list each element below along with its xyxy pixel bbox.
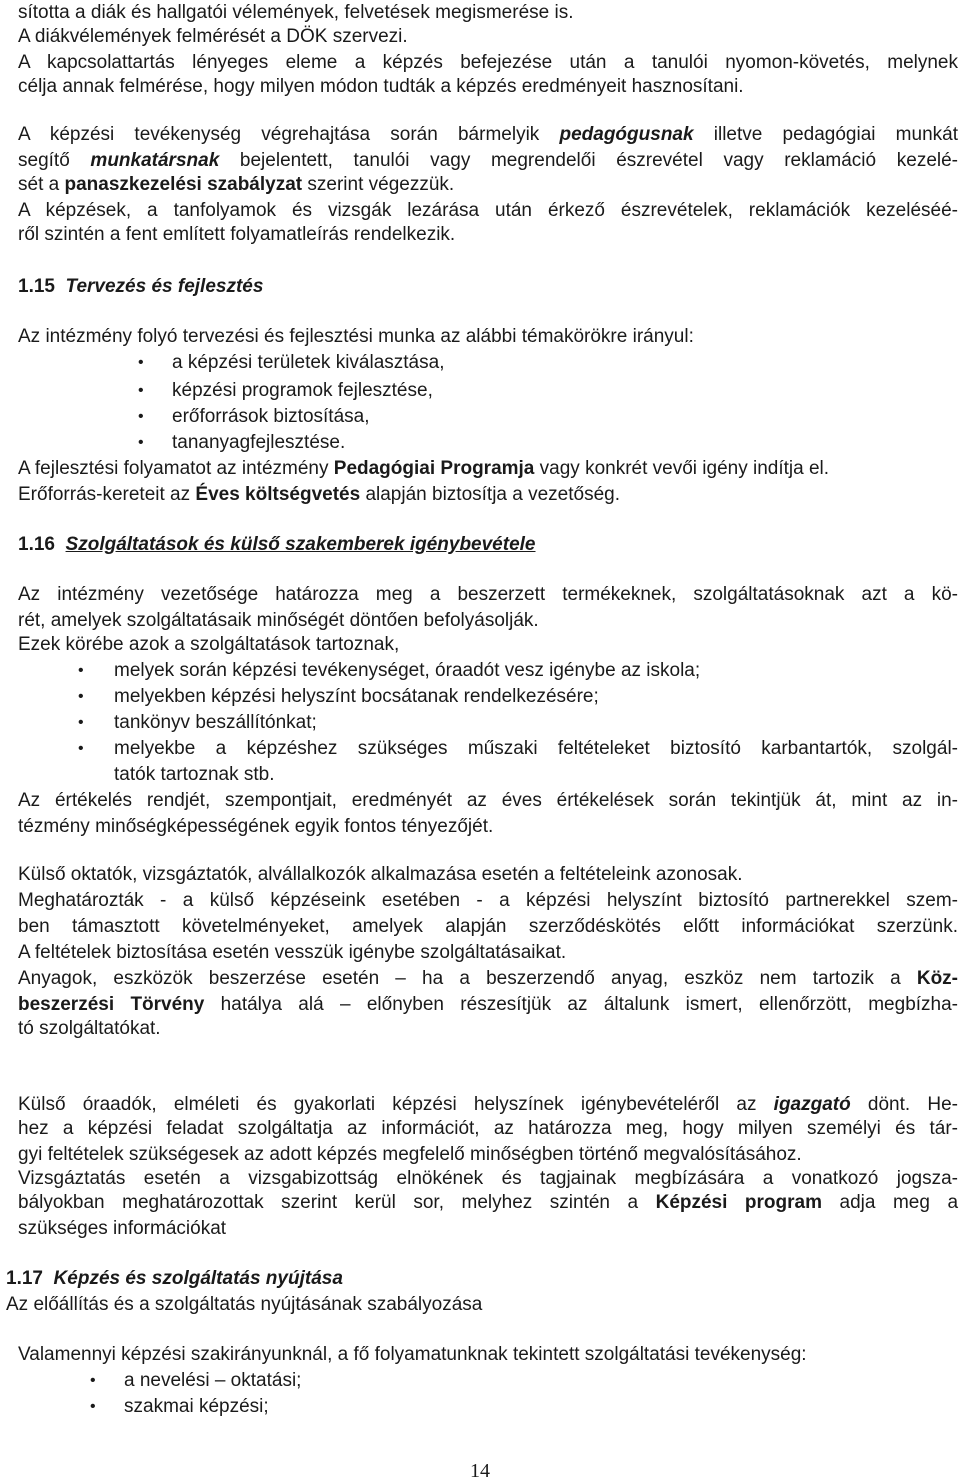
bullet-icon: • bbox=[138, 382, 144, 399]
bullet-icon: • bbox=[78, 714, 84, 731]
complaints-line: A képzések, a tanfolyamok és vizsgák lezárása után érkező észrevételek, reklamációk kezeléséé- bbox=[18, 200, 958, 221]
list-item: a képzési területek kiválasztása, bbox=[172, 352, 445, 373]
list-item: melyekben képzési helyszínt bocsátanak rendelkezésére; bbox=[114, 686, 599, 707]
bullet-icon: • bbox=[78, 740, 84, 757]
section-subtitle: Az előállítás és a szolgáltatás nyújtásának szabályozása bbox=[6, 1294, 483, 1315]
intro-line: sította a diák és hallgatói vélemények, felvetések megismerése is. bbox=[18, 2, 574, 23]
bullet-icon: • bbox=[90, 1372, 96, 1389]
body-line: Külső óraadók, elméleti és gyakorlati képzési helyszínek igénybevételéről az igazgató dönt. He- bbox=[18, 1094, 958, 1115]
body-line: Külső oktatók, vizsgáztatók, alvállalkozók alkalmazása esetén a feltételeink azonosak. bbox=[18, 864, 743, 885]
list-item: képzési programok fejlesztése, bbox=[172, 380, 433, 401]
body-line: A feltételek biztosítása esetén vesszük igénybe szolgáltatásaikat. bbox=[18, 942, 567, 963]
intro-line: célja annak felmérése, hogy milyen módon tudták a képzés eredményeit hasznosítani. bbox=[18, 76, 744, 97]
body-line: A fejlesztési folyamatot az intézmény Pedagógiai Programja vagy konkrét vevői igény indítja el. bbox=[18, 458, 830, 479]
intro-line: A diákvélemények felmérését a DÖK szervezi. bbox=[18, 26, 408, 47]
list-item: tananyagfejlesztése. bbox=[172, 432, 346, 453]
body-line: tó szolgáltatókat. bbox=[18, 1018, 161, 1039]
body-line: Vizsgáztatás esetén a vizsgabizottság elnökének és tagjainak megbízására a vonatkozó jogsza- bbox=[18, 1168, 958, 1189]
bullet-icon: • bbox=[138, 354, 144, 371]
complaints-line: A képzési tevékenység végrehajtása során bármelyik pedagógusnak illetve pedagógiai munkát bbox=[18, 124, 958, 145]
list-item-continuation: tatók tartoznak stb. bbox=[114, 764, 275, 785]
bullet-icon: • bbox=[138, 408, 144, 425]
body-line: gyi feltételek szükségesek az adott képzés megfelelő minőségben történő megvalósításához. bbox=[18, 1144, 802, 1165]
bullet-icon: • bbox=[138, 434, 144, 451]
section-intro: Az intézmény folyó tervezési és fejlesztési munka az alábbi témakörökre irányul: bbox=[18, 326, 694, 347]
bullet-icon: • bbox=[90, 1398, 96, 1415]
body-line: bályokban meghatározottak szerint kerül sor, melyhez szintén a Képzési program adja meg a bbox=[18, 1192, 959, 1213]
body-line: ben támasztott követelményeket, amelyek alapján szerződéskötés előtt információkat szerzünk. bbox=[18, 916, 958, 937]
list-item: tankönyv beszállítónkat; bbox=[114, 712, 317, 733]
body-line: Ezek körébe azok a szolgáltatások tartoznak, bbox=[18, 634, 400, 655]
intro-line: A kapcsolattartás lényeges eleme a képzés befejezése után a tanulói nyomon-követés, melynek bbox=[18, 52, 958, 73]
list-item: melyek során képzési tevékenységet, óraadót vesz igénybe az iskola; bbox=[114, 660, 701, 681]
bullet-icon: • bbox=[78, 688, 84, 705]
body-line: Valamennyi képzési szakirányunknál, a fő folyamatunknak tekintett szolgáltatási tevékenység: bbox=[18, 1344, 807, 1365]
body-line: szükséges információkat bbox=[18, 1218, 227, 1239]
list-item: szakmai képzési; bbox=[124, 1396, 269, 1417]
section-heading-1-16: 1.16 Szolgáltatások és külső szakemberek igénybevétele bbox=[18, 534, 536, 555]
body-line: Erőforrás-kereteit az Éves költségvetés alapján biztosítja a vezetőség. bbox=[18, 484, 621, 505]
body-line: Az intézmény vezetősége határozza meg a beszerzett termékeknek, szolgáltatásoknak azt a kö- bbox=[18, 584, 958, 605]
body-line: Az értékelés rendjét, szempontjait, eredményét az éves értékelések során tekintjük át, mint az in- bbox=[18, 790, 958, 811]
bullet-icon: • bbox=[78, 662, 84, 679]
body-line: beszerzési Törvény hatálya alá ‒ előnyben részesítjük az általunk ismert, ellenőrzött, megbízha- bbox=[18, 994, 958, 1015]
list-item: a nevelési ‒ oktatási; bbox=[124, 1370, 302, 1391]
complaints-line: segítő munkatársnak bejelentett, tanulói vagy megrendelői észrevétel vagy reklamáció kezelé- bbox=[18, 150, 958, 171]
body-line: Meghatározták - a külső képzéseink esetében - a képzési helyszínt biztosító partnerekkel szem- bbox=[18, 890, 958, 911]
body-line: tézmény minőségképességének egyik fontos tényezőjét. bbox=[18, 816, 494, 837]
section-heading-1-15: 1.15 Tervezés és fejlesztés bbox=[18, 276, 264, 297]
complaints-line: sét a panaszkezelési szabályzat szerint végezzük. bbox=[18, 174, 455, 195]
page-number: 14 bbox=[470, 1460, 490, 1482]
section-heading-1-17: 1.17 Képzés és szolgáltatás nyújtása bbox=[6, 1268, 343, 1289]
body-line: rét, amelyek szolgáltatásaik minőségét döntően befolyásolják. bbox=[18, 610, 539, 631]
body-line: hez a képzési feladat szolgáltatja az információt, az határozza meg, hogy milyen személyi és tár- bbox=[18, 1118, 958, 1139]
body-line: Anyagok, eszközök beszerzése esetén ‒ ha a beszerzendő anyag, eszköz nem tartozik a Köz- bbox=[18, 968, 958, 989]
complaints-line: ről szintén a fent említett folyamatleírás rendelkezik. bbox=[18, 224, 456, 245]
list-item: erőforrások biztosítása, bbox=[172, 406, 370, 427]
list-item: melyekbe a képzéshez szükséges műszaki feltételeket biztosító karbantartók, szolgál- bbox=[114, 738, 958, 759]
